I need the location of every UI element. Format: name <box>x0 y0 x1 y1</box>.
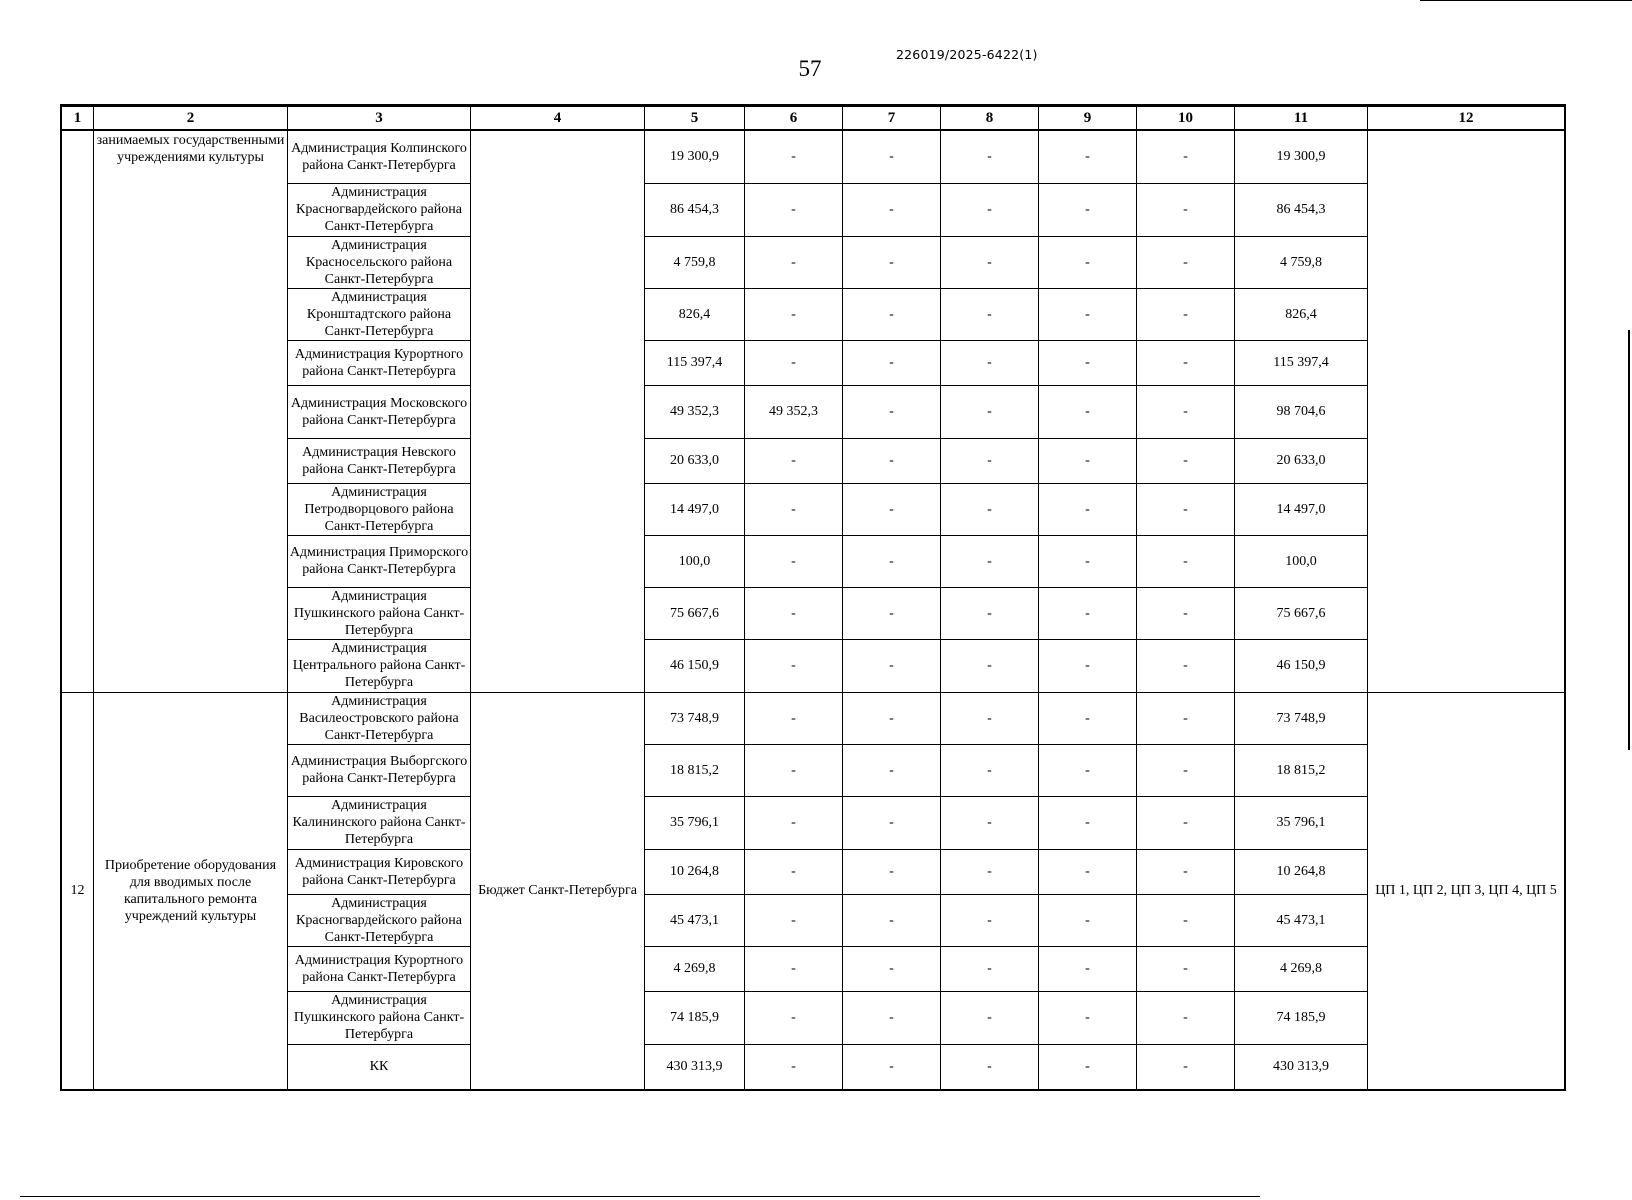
table-row <box>62 385 1565 438</box>
column-header: 3 <box>288 106 471 130</box>
amount-col5: 73 748,9 <box>645 692 745 744</box>
organization-name: Администрация Курортного района Санкт-Петербурга <box>288 340 471 385</box>
amount-col5: 100,0 <box>645 535 745 587</box>
amount-col5: 430 313,9 <box>645 1044 745 1089</box>
amount-col9: - <box>1039 692 1137 744</box>
column-header: 8 <box>941 106 1039 130</box>
table-row <box>62 991 1565 1044</box>
page-number: 57 <box>798 56 822 81</box>
organization-name: Администрация Калининского района Санкт-Петербурга <box>288 796 471 849</box>
amount-col6: - <box>745 991 843 1044</box>
amount-col9: - <box>1039 744 1137 796</box>
column-header: 7 <box>843 106 941 130</box>
amount-col10: - <box>1137 130 1235 183</box>
amount-col7: - <box>843 796 941 849</box>
amount-col8: - <box>941 849 1039 894</box>
amount-total: 18 815,2 <box>1235 744 1368 796</box>
amount-col6: - <box>745 236 843 288</box>
amount-col7: - <box>843 991 941 1044</box>
amount-col5: 20 633,0 <box>645 438 745 483</box>
amount-col10: - <box>1137 236 1235 288</box>
organization-name: Администрация Кронштадтского района Санкт-Петербурга <box>288 288 471 340</box>
table-row <box>62 438 1565 483</box>
amount-col10: - <box>1137 288 1235 340</box>
organization-name: Администрация Приморского района Санкт-Петербурга <box>288 535 471 587</box>
amount-col5: 86 454,3 <box>645 183 745 236</box>
amount-col7: - <box>843 587 941 639</box>
amount-col7: - <box>843 183 941 236</box>
amount-col8: - <box>941 639 1039 692</box>
table-row <box>62 288 1565 340</box>
amount-total: 74 185,9 <box>1235 991 1368 1044</box>
organization-name: Администрация Курортного района Санкт-Петербурга <box>288 946 471 991</box>
amount-col6: - <box>745 183 843 236</box>
organization-name: Администрация Выборгского района Санкт-Петербурга <box>288 744 471 796</box>
amount-total: 826,4 <box>1235 288 1368 340</box>
amount-col9: - <box>1039 385 1137 438</box>
amount-col10: - <box>1137 535 1235 587</box>
organization-name: Администрация Пушкинского района Санкт-Петербурга <box>288 991 471 1044</box>
table-row <box>62 587 1565 639</box>
organization-name: Администрация Пушкинского района Санкт-Петербурга <box>288 587 471 639</box>
amount-col6: - <box>745 438 843 483</box>
amount-col10: - <box>1137 1044 1235 1089</box>
amount-total: 19 300,9 <box>1235 130 1368 183</box>
amount-total: 46 150,9 <box>1235 639 1368 692</box>
funding-source: Бюджет Санкт-Петербурга <box>471 692 645 1089</box>
column-header: 6 <box>745 106 843 130</box>
amount-col7: - <box>843 535 941 587</box>
amount-col6: - <box>745 340 843 385</box>
amount-col5: 45 473,1 <box>645 894 745 946</box>
amount-col9: - <box>1039 340 1137 385</box>
amount-col9: - <box>1039 130 1137 183</box>
amount-col6: - <box>745 849 843 894</box>
amount-col8: - <box>941 535 1039 587</box>
target-indicators: ЦП 1, ЦП 2, ЦП 3, ЦП 4, ЦП 5 <box>1368 692 1565 1089</box>
amount-total: 14 497,0 <box>1235 483 1368 535</box>
column-header: 10 <box>1137 106 1235 130</box>
amount-col8: - <box>941 130 1039 183</box>
amount-col5: 35 796,1 <box>645 796 745 849</box>
amount-col10: - <box>1137 639 1235 692</box>
table-row <box>62 639 1565 692</box>
funding-source <box>471 130 645 692</box>
column-header: 5 <box>645 106 745 130</box>
amount-total: 100,0 <box>1235 535 1368 587</box>
budget-table <box>61 105 1565 1090</box>
amount-col8: - <box>941 692 1039 744</box>
amount-col5: 49 352,3 <box>645 385 745 438</box>
amount-col9: - <box>1039 1044 1137 1089</box>
table-row <box>62 946 1565 991</box>
organization-name: Администрация Центрального района Санкт-Петербурга <box>288 639 471 692</box>
amount-col9: - <box>1039 796 1137 849</box>
column-number-row <box>62 106 1565 130</box>
amount-col8: - <box>941 483 1039 535</box>
amount-col5: 115 397,4 <box>645 340 745 385</box>
amount-col8: - <box>941 385 1039 438</box>
amount-col8: - <box>941 288 1039 340</box>
organization-name: Администрация Красносельского района Санкт-Петербурга <box>288 236 471 288</box>
organization-name: Администрация Василеостровского района Санкт-Петербурга <box>288 692 471 744</box>
table-row <box>62 483 1565 535</box>
amount-col6: - <box>745 535 843 587</box>
amount-col10: - <box>1137 692 1235 744</box>
amount-col7: - <box>843 946 941 991</box>
amount-col9: - <box>1039 894 1137 946</box>
amount-col10: - <box>1137 340 1235 385</box>
amount-col8: - <box>941 991 1039 1044</box>
amount-col5: 19 300,9 <box>645 130 745 183</box>
amount-col7: - <box>843 288 941 340</box>
table-row <box>62 130 1565 183</box>
amount-col6: - <box>745 587 843 639</box>
amount-col5: 4 759,8 <box>645 236 745 288</box>
amount-col10: - <box>1137 849 1235 894</box>
amount-col6: - <box>745 692 843 744</box>
table-row <box>62 1044 1565 1089</box>
amount-total: 35 796,1 <box>1235 796 1368 849</box>
column-header: 11 <box>1235 106 1368 130</box>
amount-col9: - <box>1039 236 1137 288</box>
amount-col5: 74 185,9 <box>645 991 745 1044</box>
column-header: 12 <box>1368 106 1565 130</box>
item-number <box>62 130 94 692</box>
amount-col8: - <box>941 236 1039 288</box>
organization-name: Администрация Колпинского района Санкт-Петербурга <box>288 130 471 183</box>
amount-col6: - <box>745 288 843 340</box>
organization-name: Администрация Петродворцового района Санкт-Петербурга <box>288 483 471 535</box>
table-row <box>62 340 1565 385</box>
amount-col6: - <box>745 639 843 692</box>
column-header: 2 <box>94 106 288 130</box>
table-row <box>62 744 1565 796</box>
amount-col7: - <box>843 340 941 385</box>
amount-col6: 49 352,3 <box>745 385 843 438</box>
amount-col7: - <box>843 130 941 183</box>
amount-col9: - <box>1039 183 1137 236</box>
table-row <box>62 692 1565 744</box>
target-indicators <box>1368 130 1565 692</box>
amount-total: 4 759,8 <box>1235 236 1368 288</box>
table-row <box>62 796 1565 849</box>
amount-col10: - <box>1137 946 1235 991</box>
amount-col5: 4 269,8 <box>645 946 745 991</box>
amount-col7: - <box>843 639 941 692</box>
amount-col10: - <box>1137 483 1235 535</box>
amount-total: 10 264,8 <box>1235 849 1368 894</box>
organization-name: КК <box>288 1044 471 1089</box>
amount-col7: - <box>843 385 941 438</box>
amount-col8: - <box>941 340 1039 385</box>
amount-col8: - <box>941 946 1039 991</box>
amount-col9: - <box>1039 587 1137 639</box>
table-row <box>62 894 1565 946</box>
amount-col9: - <box>1039 288 1137 340</box>
column-header: 4 <box>471 106 645 130</box>
amount-col5: 75 667,6 <box>645 587 745 639</box>
amount-col6: - <box>745 894 843 946</box>
amount-col7: - <box>843 692 941 744</box>
column-header: 1 <box>62 106 94 130</box>
table-row <box>62 183 1565 236</box>
table-row <box>62 849 1565 894</box>
organization-name: Администрация Красногвардейского района Санкт-Петербурга <box>288 183 471 236</box>
item-number: 12 <box>62 692 94 1089</box>
item-description: занимаемых государственными учреждениями культуры <box>94 130 288 692</box>
amount-col10: - <box>1137 744 1235 796</box>
scan-edge-bottom <box>20 1196 1260 1197</box>
amount-total: 86 454,3 <box>1235 183 1368 236</box>
amount-col6: - <box>745 483 843 535</box>
item-description: Приобретение оборудования для вводимых после капитального ремонта учреждений культуры <box>94 692 288 1089</box>
amount-col5: 10 264,8 <box>645 849 745 894</box>
amount-col5: 14 497,0 <box>645 483 745 535</box>
amount-col6: - <box>745 744 843 796</box>
amount-total: 4 269,8 <box>1235 946 1368 991</box>
amount-col7: - <box>843 849 941 894</box>
amount-col8: - <box>941 744 1039 796</box>
amount-col10: - <box>1137 991 1235 1044</box>
amount-col6: - <box>745 796 843 849</box>
amount-col9: - <box>1039 991 1137 1044</box>
amount-total: 98 704,6 <box>1235 385 1368 438</box>
scan-edge-top <box>1420 0 1632 1</box>
amount-total: 430 313,9 <box>1235 1044 1368 1089</box>
amount-col10: - <box>1137 438 1235 483</box>
amount-col7: - <box>843 236 941 288</box>
amount-col9: - <box>1039 438 1137 483</box>
organization-name: Администрация Кировского района Санкт-Петербурга <box>288 849 471 894</box>
amount-total: 20 633,0 <box>1235 438 1368 483</box>
amount-col8: - <box>941 1044 1039 1089</box>
scan-edge-right <box>1628 330 1630 750</box>
amount-col5: 18 815,2 <box>645 744 745 796</box>
table-row <box>62 236 1565 288</box>
organization-name: Администрация Московского района Санкт-Петербурга <box>288 385 471 438</box>
amount-col8: - <box>941 183 1039 236</box>
amount-total: 75 667,6 <box>1235 587 1368 639</box>
amount-col7: - <box>843 894 941 946</box>
organization-name: Администрация Невского района Санкт-Петербурга <box>288 438 471 483</box>
amount-col8: - <box>941 438 1039 483</box>
organization-name: Администрация Красногвардейского района Санкт-Петербурга <box>288 894 471 946</box>
amount-col10: - <box>1137 183 1235 236</box>
amount-col10: - <box>1137 796 1235 849</box>
amount-total: 45 473,1 <box>1235 894 1368 946</box>
amount-col10: - <box>1137 587 1235 639</box>
table-body <box>62 106 1565 1089</box>
amount-col9: - <box>1039 946 1137 991</box>
amount-col6: - <box>745 130 843 183</box>
amount-col7: - <box>843 483 941 535</box>
amount-total: 73 748,9 <box>1235 692 1368 744</box>
amount-col5: 46 150,9 <box>645 639 745 692</box>
table-row <box>62 535 1565 587</box>
amount-col8: - <box>941 796 1039 849</box>
column-header: 9 <box>1039 106 1137 130</box>
amount-col7: - <box>843 438 941 483</box>
amount-col9: - <box>1039 483 1137 535</box>
amount-col6: - <box>745 1044 843 1089</box>
amount-col7: - <box>843 744 941 796</box>
document-code: 226019/2025-6422(1) <box>896 47 1038 62</box>
amount-col10: - <box>1137 385 1235 438</box>
amount-col9: - <box>1039 535 1137 587</box>
amount-col6: - <box>745 946 843 991</box>
amount-col9: - <box>1039 849 1137 894</box>
amount-col7: - <box>843 1044 941 1089</box>
amount-col8: - <box>941 894 1039 946</box>
amount-col8: - <box>941 587 1039 639</box>
amount-total: 115 397,4 <box>1235 340 1368 385</box>
amount-col5: 826,4 <box>645 288 745 340</box>
amount-col10: - <box>1137 894 1235 946</box>
amount-col9: - <box>1039 639 1137 692</box>
